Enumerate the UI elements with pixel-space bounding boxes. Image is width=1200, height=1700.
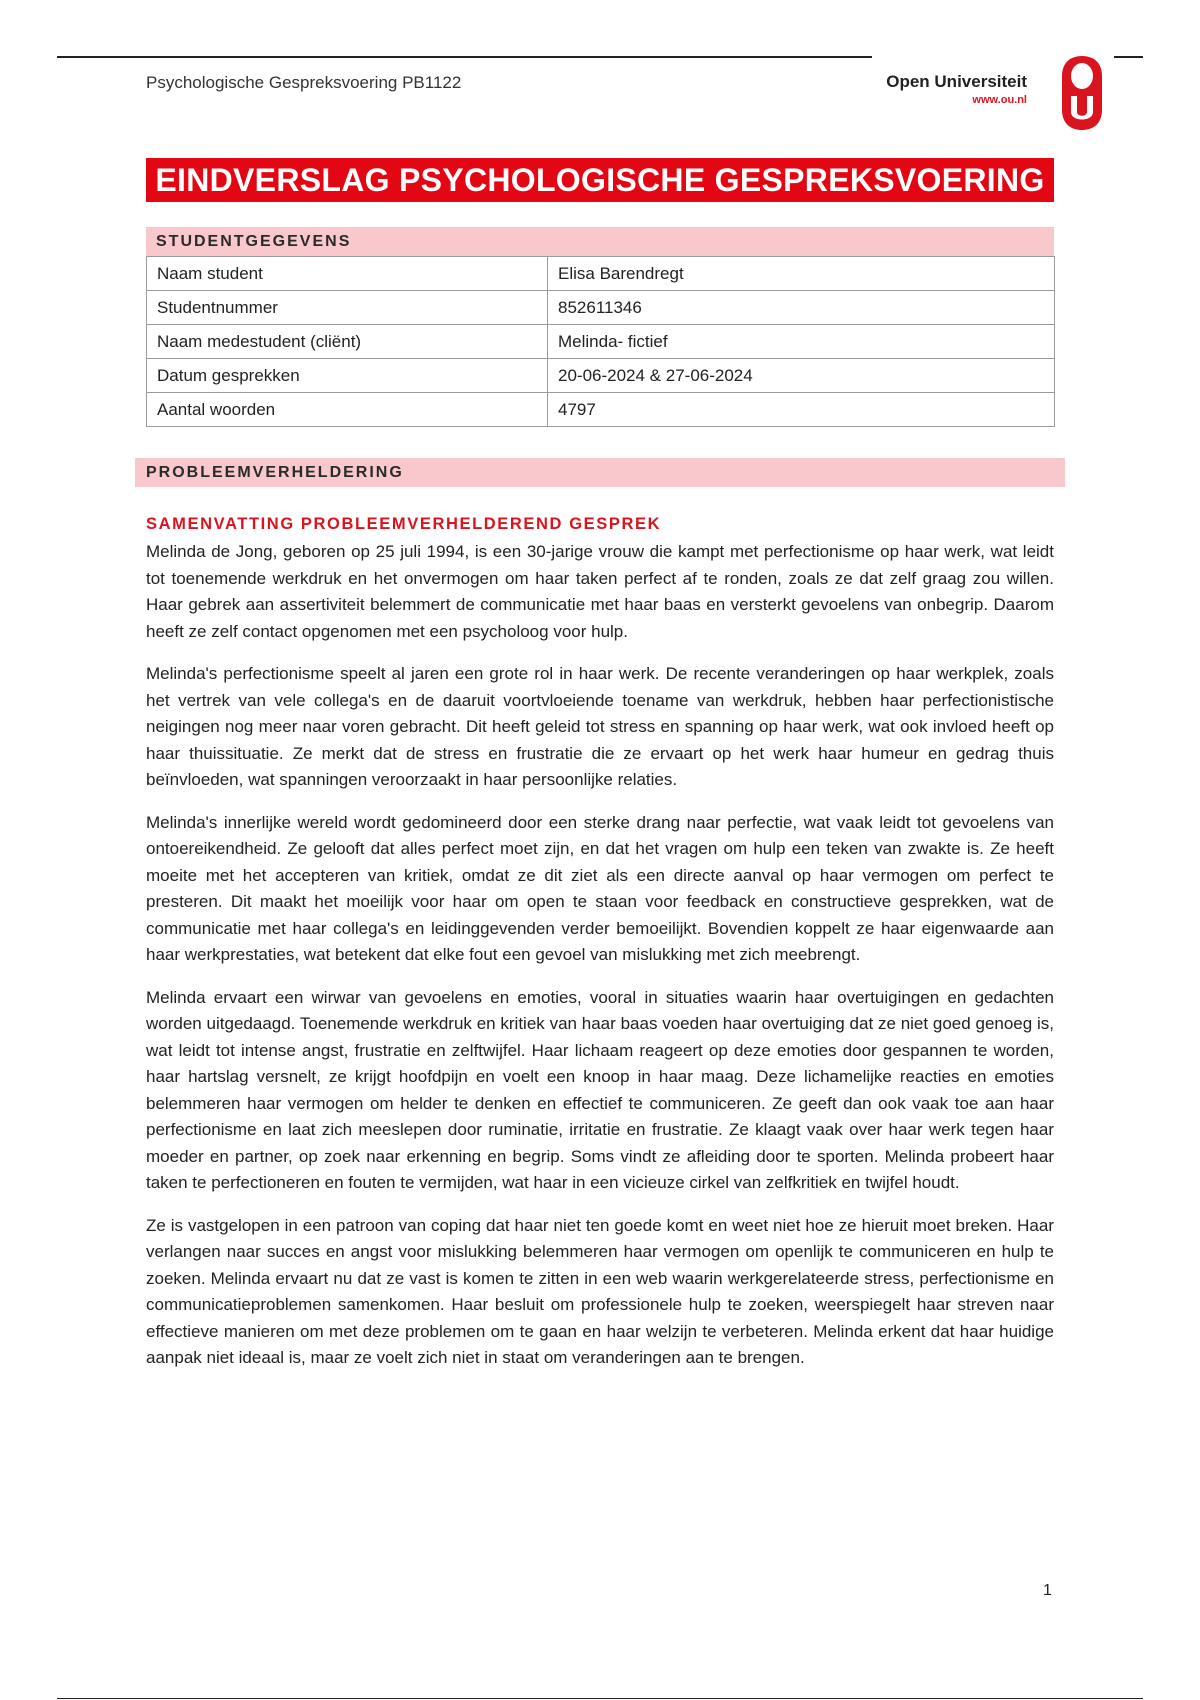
table-row (147, 325, 1055, 359)
table-cell-value: Elisa Barendregt (548, 257, 1055, 291)
table-cell-value: 852611346 (548, 291, 1055, 325)
paragraph: Melinda's innerlijke wereld wordt gedomineerd door een sterke drang naar perfectie, wat vaak leidt tot gevoelens van ontoereikendheid. Ze gelooft dat alles perfect moet zijn, en dat het vragen om hulp een teken van zwakte is. Ze heeft moeite met het accepteren van kritiek, omdat ze dit ziet als een directe aanval op haar vermogen om perfect te presteren. Dit maakt het moeilijk voor haar om open te staan voor feedback en constructieve gesprekken, wat de communicatie met haar collega's en leidinggevenden verder bemoeilijkt. Bovendien koppelt ze haar eigenwaarde aan haar werkprestaties, wat betekent dat elke fout een gevoel van mislukking met zich meebrengt. (146, 812, 1054, 964)
footer-rule (57, 1698, 1143, 1699)
section-heading-probleemverheldering: PROBLEEMVERHELDERING (135, 458, 1065, 487)
section-heading-studentgegevens: STUDENTGEGEVENS (146, 227, 1054, 256)
paragraph: Melinda de Jong, geboren op 25 juli 1994, is een 30-jarige vrouw die kampt met perfectionisme op haar werk, wat leidt tot toenemende werkdruk en het onvermogen om haar taken perfect af te ronden, zoals ze dat zelf graag zou willen. Haar gebrek aan assertiviteit belemmert de communicatie met haar baas en versterkt gevoelens van onbegrip. Daarom heeft ze zelf contact opgenomen met een psycholoog voor hulp. (146, 542, 1054, 641)
paragraph: Melinda's perfectionisme speelt al jaren een grote rol in haar werk. De recente veranderingen op haar werkplek, zoals het vertrek van vele collega's en de daaruit voortvloeiende toename van werkdruk, hebben haar perfectionistische neigingen nog meer naar voren gebracht. Dit heeft geleid tot stress en spanning op haar werk, wat ook invloed heeft op haar thuissituatie. Ze merkt dat de stress en frustratie die ze ervaart op het werk haar humeur en gedrag thuis beïnvloeden, wat spanningen veroorzaakt in haar persoonlijke relaties. (146, 664, 1054, 789)
header-rule-right (1114, 56, 1143, 58)
table-row (147, 393, 1055, 427)
logo-url: www.ou.nl (972, 94, 1027, 106)
student-info-table (146, 256, 1055, 427)
table-cell-label: Naam medestudent (cliënt) (147, 325, 548, 359)
table-cell-value: Melinda- fictief (548, 325, 1055, 359)
table-row (147, 359, 1055, 393)
table-cell-label: Aantal woorden (147, 393, 548, 427)
table-cell-value: 20-06-2024 & 27-06-2024 (548, 359, 1055, 393)
page-number: 1 (1043, 1582, 1052, 1599)
logo-name: Open Universiteit (886, 72, 1027, 91)
table-cell-label: Studentnummer (147, 291, 548, 325)
ou-logo-icon (1059, 54, 1105, 132)
open-universiteit-logo (882, 54, 1107, 134)
table-row (147, 257, 1055, 291)
paragraph: Melinda ervaart een wirwar van gevoelens en emoties, vooral in situaties waarin haar overtuigingen en gedachten worden uitgedaagd. Toenemende werkdruk en kritiek van haar baas voeden haar overtuiging dat ze niet goed genoeg is, wat leidt tot intense angst, frustratie en zelftwijfel. Haar lichaam reageert op deze emoties door gespannen te worden, haar hartslag versnelt, ze krijgt hoofdpijn en voelt een knoop in haar maag. Deze lichamelijke reacties en emoties belemmeren haar vermogen om helder te denken en effectief te communiceren. Ze geeft dan ook vaak toe aan haar perfectionisme en laat zich meeslepen door ruminatie, irritatie en frustratie. Ze klaagt vaak over haar werk tegen haar moeder en partner, op zoek naar erkenning en begrip. Soms vindt ze afleiding door te sporten. Melinda probeert haar taken te perfectioneren en fouten te vermijden, wat haar in een vicieuze cirkel van zelfkritiek en twijfel houdt. (146, 987, 1054, 1192)
paragraph: Ze is vastgelopen in een patroon van coping dat haar niet ten goede komt en weet niet hoe ze hieruit moet breken. Haar verlangen naar succes en angst voor mislukking belemmeren haar vermogen om openlijk te communiceren en hulp te zoeken. Melinda ervaart nu dat ze vast is komen te zitten in een web waarin werkgerelateerde stress, perfectionisme en communicatieproblemen samenkomen. Haar besluit om professionele hulp te zoeken, weerspiegelt haar streven naar effectieve manieren om met deze problemen om te gaan en haar welzijn te verbeteren. Melinda erkent dat haar huidige aanpak niet ideaal is, maar ze voelt zich niet in staat om veranderingen aan te brengen. (146, 1215, 1054, 1367)
document-title: EINDVERSLAG PSYCHOLOGISCHE GESPREKSVOERING (146, 158, 1054, 202)
body-text (146, 539, 1054, 1388)
table-cell-label: Naam student (147, 257, 548, 291)
header-rule-left (57, 56, 872, 58)
header-course-title: Psychologische Gespreksvoering PB1122 (146, 73, 462, 92)
table-cell-value: 4797 (548, 393, 1055, 427)
table-cell-label: Datum gesprekken (147, 359, 548, 393)
table-row (147, 291, 1055, 325)
subsection-heading: SAMENVATTING PROBLEEMVERHELDEREND GESPREK (146, 515, 662, 533)
